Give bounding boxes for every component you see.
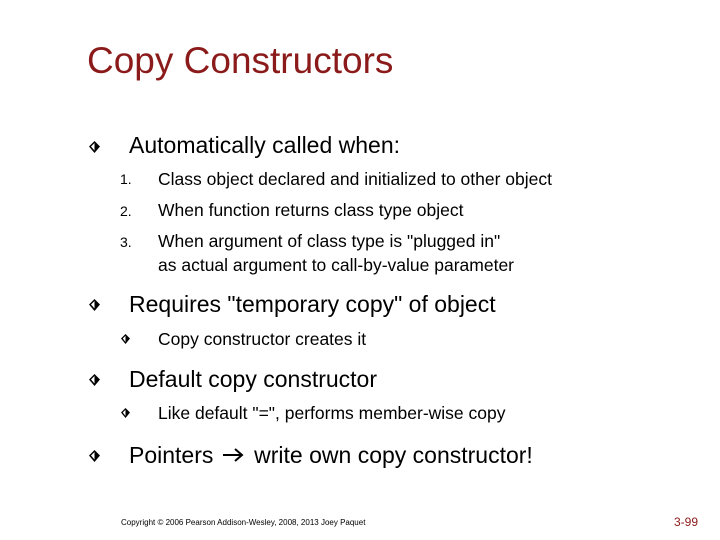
bullet-text-1: Automatically called when: [129, 132, 401, 158]
bullet-text-2: Requires "temporary copy" of object [129, 291, 496, 317]
list-item-1: Class object declared and initialized to other object [158, 169, 552, 189]
page-number: 3-99 [673, 515, 698, 529]
bullet-text-3: Default copy constructor [129, 366, 378, 392]
bullet-text-4-after: write own copy constructor! [254, 442, 533, 468]
sub-bullet-icon [121, 408, 133, 420]
bullet-icon [89, 141, 101, 153]
list-item-3-line-2: as actual argument to call-by-value parameter [158, 255, 515, 275]
list-marker-1: 1. [120, 171, 132, 187]
sub-bullet-text-3: Like default "=", performs member-wise copy [158, 403, 506, 423]
slide-title: Copy Constructors [87, 40, 394, 81]
list-item-3-line-1: When argument of class type is "plugged in" [158, 231, 501, 251]
bullet-text-4 [129, 442, 533, 469]
list-marker-3: 3. [120, 234, 132, 250]
bullet-icon [89, 299, 101, 311]
sub-bullet-icon [121, 334, 133, 346]
right-arrow-icon [222, 442, 246, 469]
copyright-footer: Copyright © 2006 Pearson Addison-Wesley, 2008, 2013 Joey Paquet [121, 518, 366, 527]
bullet-text-4-before: Pointers [129, 442, 214, 468]
list-marker-2: 2. [120, 203, 132, 219]
list-item-2: When function returns class type object [158, 200, 464, 220]
sub-bullet-text-2: Copy constructor creates it [158, 329, 367, 349]
bullet-icon [89, 374, 101, 386]
bullet-icon [89, 450, 101, 462]
